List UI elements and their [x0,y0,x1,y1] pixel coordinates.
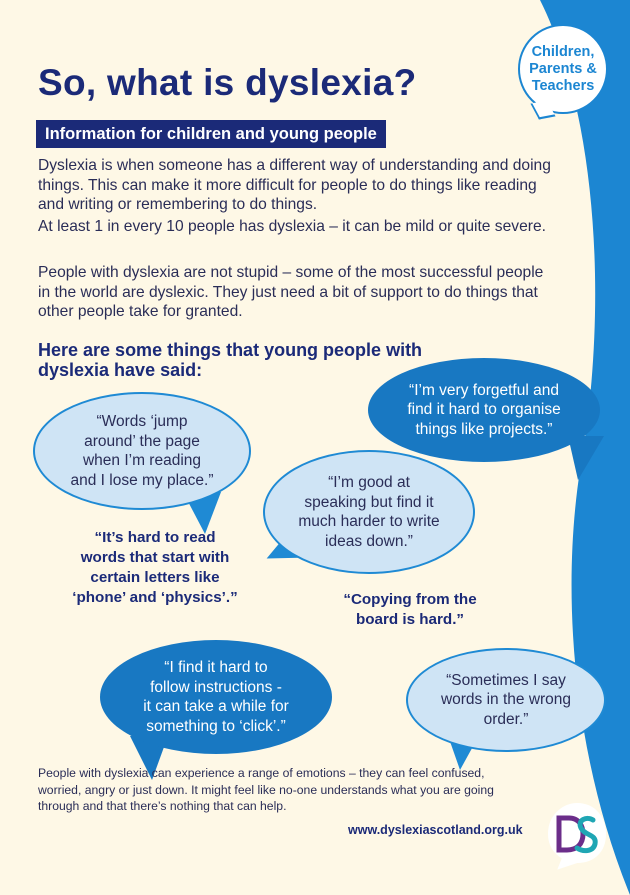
quote-text: “Sometimes I say words in the wrong order.” [440,671,572,728]
quote-text: “I’m very forgetful and find it hard to organise things like projects.” [407,381,561,438]
quote-copying-board: “Copying from the board is hard.” [343,591,477,628]
support-paragraph: People with dyslexia are not stupid – some of the most successful people in the world are dyslexic. They just need a bit of support to do things that other people take for granted. [38,264,544,320]
quote-text: “Words ‘jump around’ the page when I’m reading and I lose my place.” [70,413,214,489]
subtitle-bar: Information for children and young people [36,120,386,148]
dyslexia-scotland-logo-icon [545,800,607,870]
quote-text: “I find it hard to follow instructions - it can take a while for something to ‘click’.” [143,659,289,735]
audience-badge [518,24,608,114]
website-link[interactable]: www.dyslexiascotland.org.uk [348,823,523,837]
quote-bubble-speaking [263,450,475,574]
quotes-heading: Here are some things that young people with dyslexia have said: [38,340,423,380]
page-title: So, what is dyslexia? [38,62,417,103]
quote-text: “I’m good at speaking but find it much harder to write ideas down.” [298,474,440,550]
quote-bubble-wrong-order [406,648,606,752]
badge-label: Children, Parents & Teachers [529,43,597,94]
prevalence-paragraph: At least 1 in every 10 people has dyslexia – it can be mild or quite severe. [38,218,546,235]
quote-bubble-words-jump [33,392,251,510]
quote-bubble-instructions [100,640,332,754]
quote-hard-to-read: “It’s hard to read words that start with certain letters like ‘phone’ and ‘physics’.” [72,529,238,606]
quote-bubble-forgetful [368,358,600,462]
intro-paragraph: Dyslexia is when someone has a different way of understanding and doing things. This can make it more difficult for people to do things like reading and writing or remembering to do things. [38,157,551,213]
footer-paragraph: People with dyslexia can experience a range of emotions – they can feel confused, worried, angry or just down. It might feel like no-one understands what you are going through and that there’s nothing that can help. [38,766,494,813]
